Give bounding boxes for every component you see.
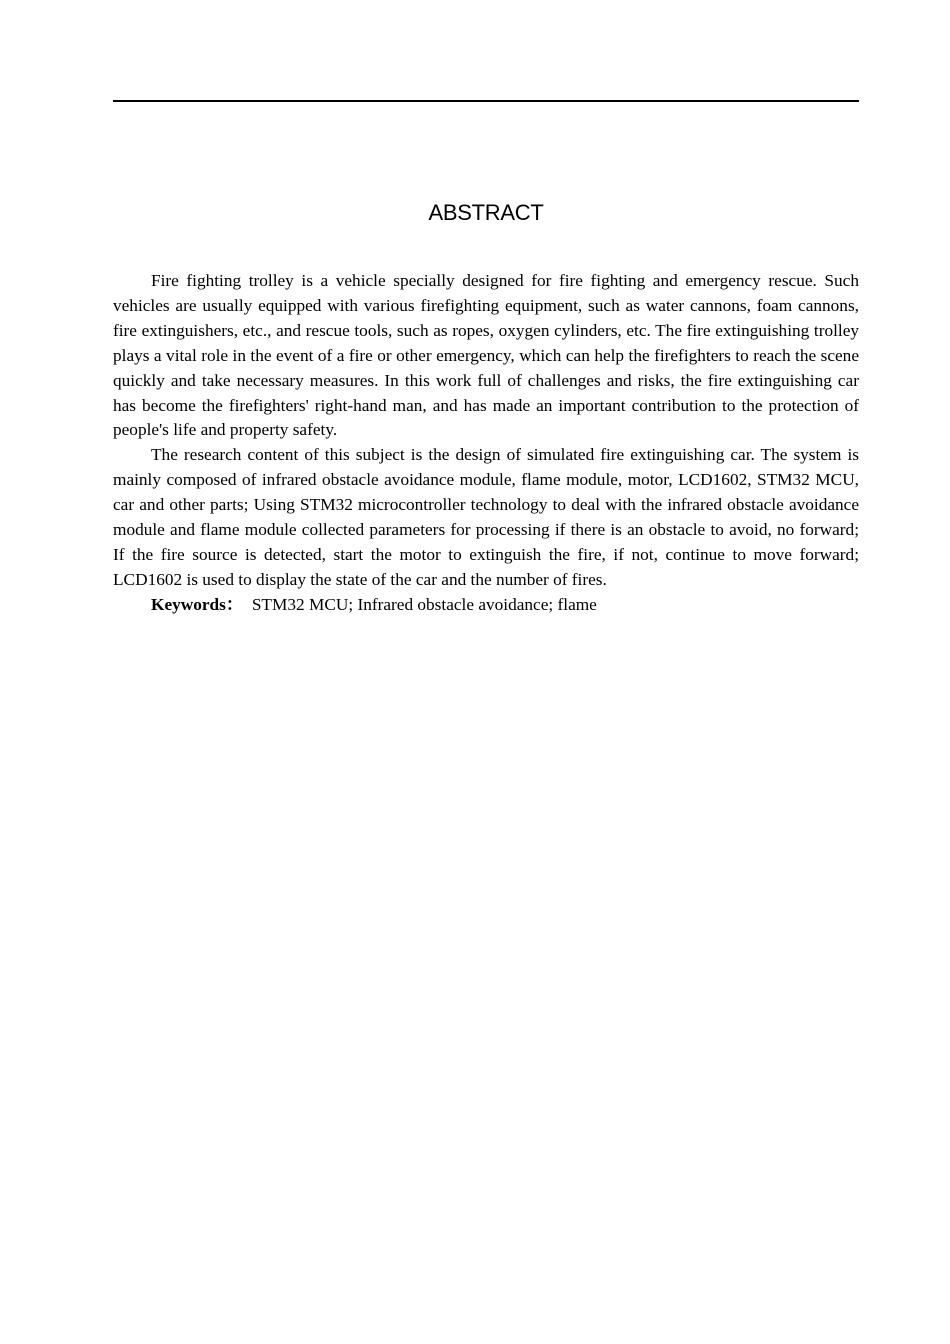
keywords-label: Keywords： bbox=[151, 594, 244, 614]
abstract-paragraph-2: The research content of this subject is the design of simulated fire extinguishing car. The system is mainly composed of infrared obstacle avoidance module, flame module, motor, LCD1602, STM32 MCU, car and other parts; Using STM32 microcontroller technology to deal with the infrared obstacle avoidance module and flame module collected parameters for processing if there is an obstacle to avoid, no forward; If the fire source is detected, start the motor to extinguish the fire, if not, continue to move forward; LCD1602 is used to display the state of the car and the number of fires. bbox=[113, 445, 859, 589]
abstract-paragraph-1: Fire fighting trolley is a vehicle specially designed for fire fighting and emergency rescue. Such vehicles are usually equipped with various firefighting equipment, such as water cannons, foam cannons, fire extinguishers, etc., and rescue tools, such as ropes, oxygen cylinders, etc. The fire extinguishing trolley plays a vital role in the event of a fire or other emergency, which can help the firefighters to reach the scene quickly and take necessary measures. In this work full of challenges and risks, the fire extinguishing car has become the firefighters' right-hand man, and has made an important contribution to the protection of people's life and property safety. bbox=[113, 271, 859, 440]
keywords-text: STM32 MCU; Infrared obstacle avoidance; flame bbox=[251, 594, 597, 614]
abstract-body bbox=[113, 269, 859, 618]
abstract-title: ABSTRACT bbox=[428, 200, 544, 225]
keywords-line bbox=[113, 593, 859, 618]
header-rule bbox=[113, 100, 859, 102]
